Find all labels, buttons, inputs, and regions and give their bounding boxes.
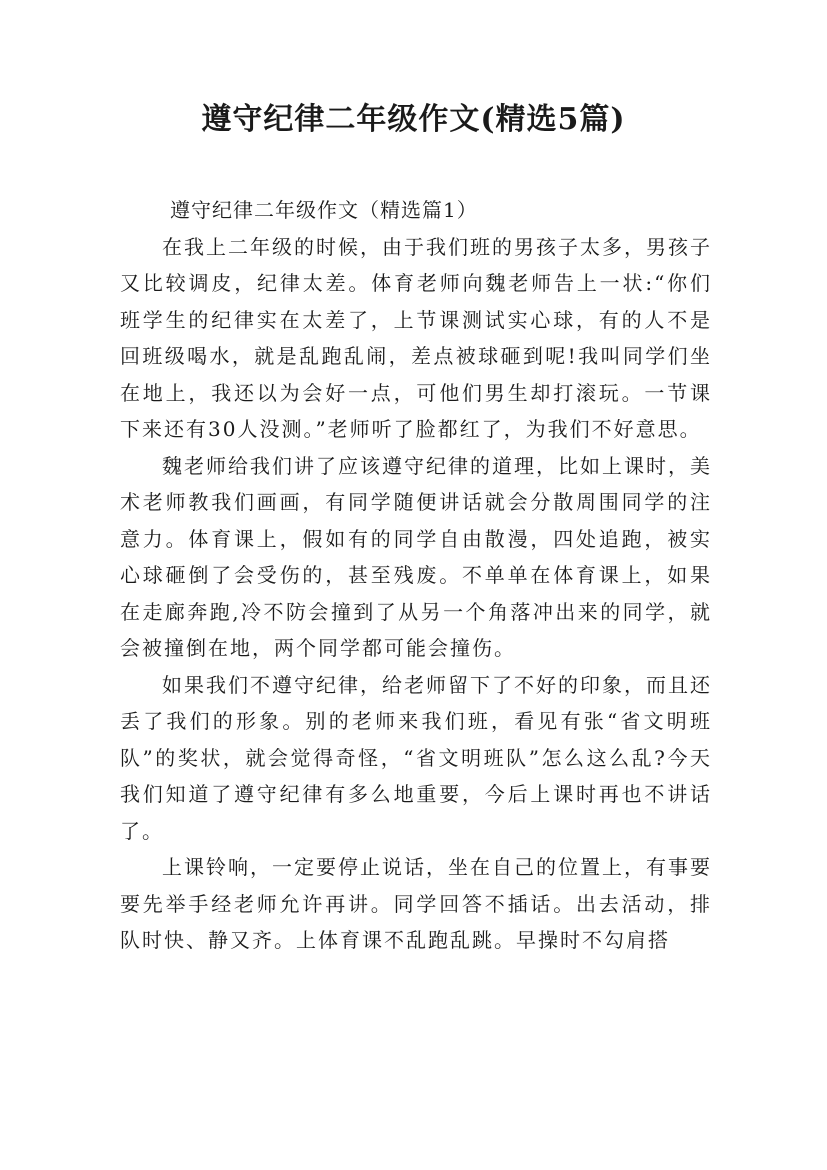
document-title: 遵守纪律二年级作文(精选5篇) [201, 102, 626, 137]
article-body [120, 192, 712, 959]
paragraph-3: 如果我们不遵守纪律，给老师留下了不好的印象，而且还丢了我们的形象。别的老师来我们班，看见有张“省文明班队”的奖状，就会觉得奇怪，“省文明班队”怎么这么乱?今天我们知道了遵守纪律有多么地重要，今后上课时再也不讲话了。 [120, 672, 712, 843]
paragraph-2: 魏老师给我们讲了应该遵守纪律的道理，比如上课时，美术老师教我们画画，有同学随便讲话就会分散周围同学的注意力。体育课上，假如有的同学自由散漫，四处追跑，被实心球砸倒了会受伤的，甚至残废。不单单在体育课上，如果在走廊奔跑,冷不防会撞到了从另一个角落冲出来的同学，就会被撞倒在地，两个同学都可能会撞伤。 [120, 453, 712, 660]
paragraph-4: 上课铃响，一定要停止说话，坐在自己的位置上，有事要要先举手经老师允许再讲。同学回答不插话。出去活动，排队时快、静又齐。上体育课不乱跑乱跳。早操时不勾肩搭 [120, 855, 712, 952]
section-heading: 遵守纪律二年级作文（精选篇1） [170, 198, 478, 222]
paragraph-1: 在我上二年级的时候，由于我们班的男孩子太多，男孩子又比较调皮，纪律太差。体育老师向魏老师告上一状:“你们班学生的纪律实在太差了，上节课测试实心球，有的人不是回班级喝水，就是乱跑乱闹，差点被球砸到呢!我叫同学们坐在地上，我还以为会好一点，可他们男生却打滚玩。一节课下来还有30人没测。”老师听了脸都红了，为我们不好意思。 [120, 234, 712, 441]
